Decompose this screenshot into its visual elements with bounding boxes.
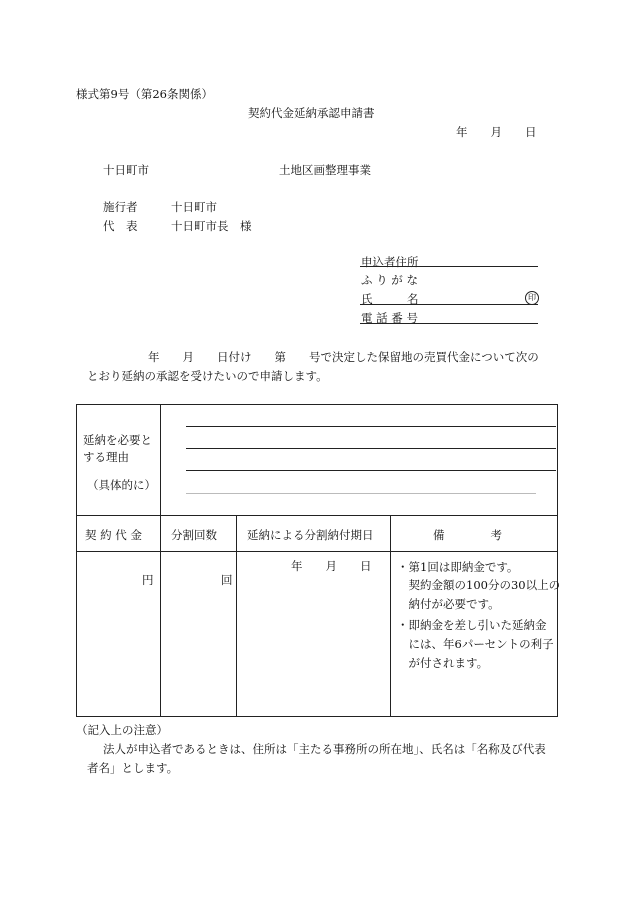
header-remarks: 備 考: [433, 528, 502, 542]
table-col-line-1: [160, 405, 161, 716]
table-col-line-3: [390, 515, 391, 716]
contract-price-unit: 円: [142, 573, 154, 587]
body-text-line2: とおり延納の承認を受けたいので申請します。: [87, 369, 328, 383]
remarks-line: 契約金額の100分の30以上の: [397, 578, 561, 592]
form-table: [76, 404, 561, 717]
executor-label: 施行者: [103, 200, 138, 214]
applicant-name-label: 氏 名: [361, 292, 419, 306]
header-installments: 分割回数: [171, 528, 217, 542]
reason-line-4[interactable]: [186, 493, 536, 494]
remarks-line: ・第1回は即納金です。: [397, 560, 519, 574]
remarks-line: が付されます。: [397, 656, 489, 670]
applicant-address-label: 申込者住所: [361, 255, 419, 269]
table-divider-header: [77, 551, 557, 552]
notes-line1: 法人が申込者であるときは、住所は「主たる事務所の所在地」、氏名は「名称及び代表: [103, 742, 546, 756]
representative-label: 代 表: [103, 219, 138, 233]
document-title: 契約代金延納承認申請書: [248, 106, 375, 120]
applicant-phone-label: 電 話 番 号: [361, 311, 418, 325]
project-name: 土地区画整理事業: [279, 163, 371, 177]
table-divider-top: [77, 515, 557, 516]
remarks-line: には、年6パーセントの利子: [397, 637, 554, 651]
project-city: 十日町市: [103, 163, 149, 177]
installments-unit: 回: [221, 573, 233, 587]
form-number: 様式第9号（第26条関係）: [76, 87, 213, 101]
table-col-line-2: [236, 515, 237, 716]
executor-value: 十日町市: [171, 200, 217, 214]
applicant-furigana-label: ふ り が な: [361, 273, 418, 287]
date-line: 年 月 日: [456, 125, 537, 139]
reason-line-2[interactable]: [186, 448, 556, 449]
applicant-address-field[interactable]: [360, 266, 538, 267]
reason-label-1: 延納を必要と: [83, 433, 152, 447]
remarks-line: ・即納金を差し引いた延納金: [397, 618, 547, 632]
reason-line-1[interactable]: [186, 426, 556, 427]
reason-label-3: （具体的に）: [87, 478, 156, 492]
applicant-name-field[interactable]: [360, 304, 538, 305]
header-contract-price: 契 約 代 金: [85, 528, 142, 542]
applicant-phone-field[interactable]: [360, 323, 538, 324]
seal-icon: 印: [525, 291, 539, 305]
notes-heading: （記入上の注意）: [76, 723, 168, 737]
notes-line2: 者名」とします。: [87, 761, 179, 775]
due-date-placeholder: 年 月 日: [291, 559, 372, 573]
header-due-date: 延納による分割納付期日: [247, 528, 374, 542]
reason-line-3[interactable]: [186, 470, 556, 471]
representative-value: 十日町市長 様: [171, 219, 252, 233]
reason-label-2: する理由: [83, 450, 129, 464]
body-text-line1: 年 月 日付け 第 号で決定した保留地の売買代金について次の: [148, 350, 539, 364]
remarks-line: 納付が必要です。: [397, 597, 500, 611]
